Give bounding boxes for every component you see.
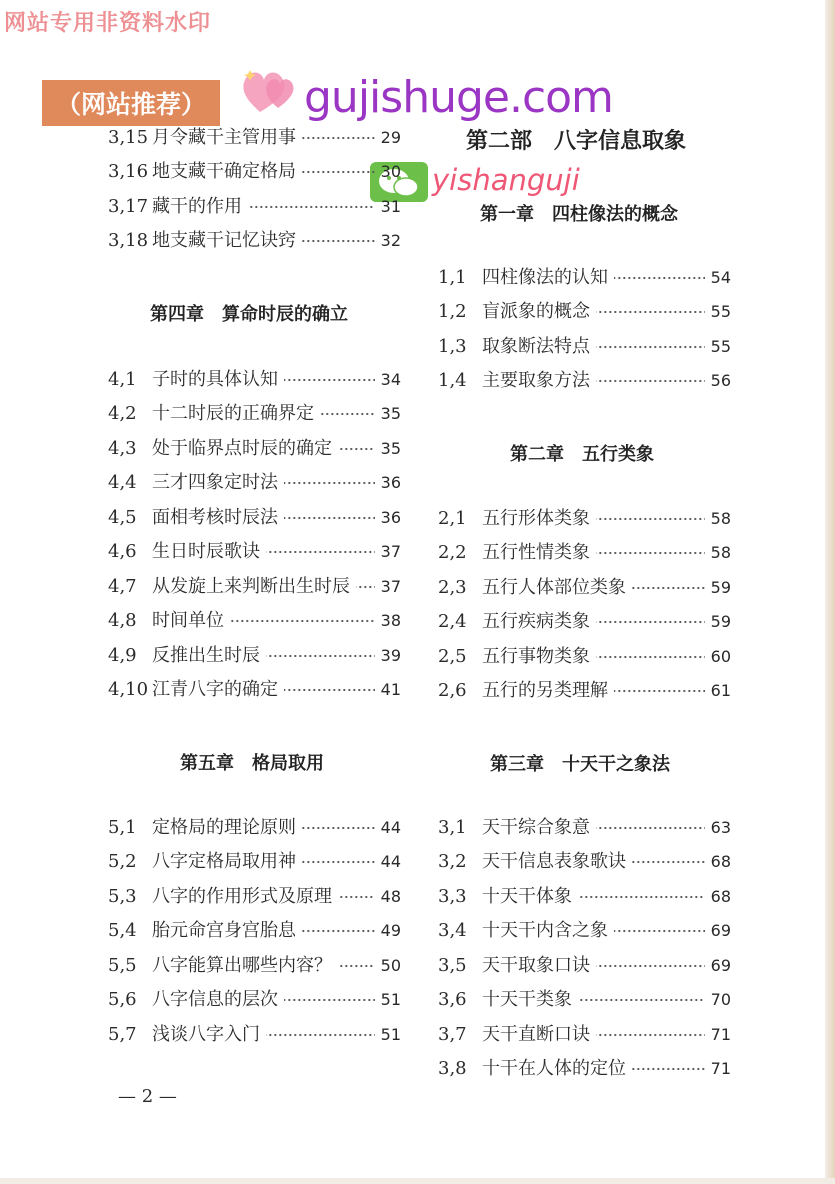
toc-entry [108,229,401,253]
toc-entry [108,402,401,426]
entry-title: 时间单位 [152,610,224,631]
entry-number: 2,5 [438,646,467,667]
toc-entry [108,954,401,978]
entry-number: 4,9 [108,645,137,666]
entry-title: 十天干内含之象 [482,920,608,941]
toc-entry [108,609,401,633]
entry-number: 4,4 [108,472,137,493]
entry-title: 生日时辰歌诀 [152,541,260,562]
entry-title: 月令藏干主管用事 [152,127,296,148]
entry-number: 5,6 [108,989,137,1010]
entry-number: 4,5 [108,507,137,528]
entry-number: 1,1 [438,267,467,288]
entry-title: 天干信息表象歌诀 [482,851,626,872]
entry-title: 五行形体类象 [482,508,590,529]
entry-page: 34 [380,370,401,389]
entry-title: 盲派象的概念 [482,301,590,322]
toc-entry [108,437,401,461]
toc-entry [108,644,401,668]
entry-title: 江青八字的确定 [152,679,278,700]
entry-title: 处于临界点时辰的确定 [152,438,332,459]
dot-leader [578,893,705,901]
recommend-badge: （网站推荐） [42,80,220,126]
entry-number: 3,5 [438,955,467,976]
chapter-title: 第五章 格局取用 [180,753,324,774]
dot-leader [338,893,375,901]
entry-number: 4,1 [108,369,137,390]
entry-page: 44 [380,818,401,837]
dot-leader [596,1031,705,1039]
page-edge [825,0,835,1184]
dot-leader [596,377,705,385]
dot-leader [596,653,705,661]
entry-number: 5,7 [108,1024,137,1045]
dot-leader [284,996,375,1004]
entry-number: 2,1 [438,508,467,529]
watermark-text: 网站专用非资料水印 [4,11,212,36]
toc-entry [108,368,401,392]
entry-title: 面相考核时辰法 [152,507,278,528]
entry-title: 五行的另类理解 [482,680,608,701]
toc-entry [438,1023,731,1047]
entry-number: 3,6 [438,989,467,1010]
entry-page: 35 [380,404,401,423]
toc-entry [108,678,401,702]
entry-page: 44 [380,852,401,871]
page-number: — 2 — [118,1086,177,1107]
entry-title: 三才四象定时法 [152,472,278,493]
entry-number: 1,4 [438,370,467,391]
entry-page: 37 [380,542,401,561]
entry-number: 3,17 [108,196,149,217]
dot-leader [266,652,375,660]
entry-title: 十天干类象 [482,989,572,1010]
dot-leader [578,996,705,1004]
toc-entry [438,885,731,909]
dot-leader [302,927,375,935]
entry-page: 69 [710,956,731,975]
entry-title: 天干直断口诀 [482,1024,590,1045]
entry-number: 4,3 [108,438,137,459]
entry-number: 2,6 [438,680,467,701]
dot-leader [596,308,705,316]
entry-title: 五行事物类象 [482,646,590,667]
chapter-title: 第一章 四柱像法的概念 [480,204,678,225]
chapter-title: 第二章 五行类象 [510,444,654,465]
dot-leader [284,479,375,487]
entry-title: 八字的作用形式及原理 [152,886,332,907]
toc-entry [108,160,401,184]
entry-title: 天干取象口诀 [482,955,590,976]
entry-title: 天干综合象意 [482,817,590,838]
entry-title: 子时的具体认知 [152,369,278,390]
chapter-title: 第三章 十天干之象法 [490,754,670,775]
entry-title: 十天干体象 [482,886,572,907]
entry-title: 八字信息的层次 [152,989,278,1010]
dot-leader [596,962,705,970]
toc-entry [438,369,731,393]
entry-title: 八字定格局取用神 [152,851,296,872]
entry-page: 58 [710,543,731,562]
entry-page: 41 [380,680,401,699]
toc-entry [438,541,731,565]
toc-entry [438,988,731,1012]
toc-entry [438,266,731,290]
dot-leader [266,1031,375,1039]
entry-number: 3,4 [438,920,467,941]
dot-leader [356,583,375,591]
dot-leader [596,343,705,351]
entry-page: 51 [380,1025,401,1044]
toc-entry [108,885,401,909]
entry-title: 五行人体部位类象 [482,577,626,598]
entry-title: 主要取象方法 [482,370,590,391]
entry-page: 39 [380,646,401,665]
entry-page: 38 [380,611,401,630]
entry-number: 5,2 [108,851,137,872]
dot-leader [596,515,705,523]
entry-title: 地支藏干确定格局 [152,161,296,182]
entry-title: 地支藏干记忆诀窍 [152,230,296,251]
entry-page: 54 [710,268,731,287]
entry-title: 反推出生时辰 [152,645,260,666]
toc-entry [108,919,401,943]
toc-entry [438,645,731,669]
toc-entry [438,954,731,978]
dot-leader [596,618,705,626]
entry-number: 4,7 [108,576,137,597]
toc-entry [438,919,731,943]
dot-leader [596,549,705,557]
entry-page: 58 [710,509,731,528]
site-watermark: gujishuge.com [304,72,613,123]
entry-page: 71 [710,1025,731,1044]
entry-page: 30 [380,162,401,181]
toc-entry [108,816,401,840]
entry-page: 48 [380,887,401,906]
entry-number: 5,4 [108,920,137,941]
toc-entry [438,300,731,324]
entry-number: 4,2 [108,403,137,424]
entry-title: 浅谈八字入门 [152,1024,260,1045]
entry-title: 十干在人体的定位 [482,1058,626,1079]
toc-entry [108,1023,401,1047]
entry-number: 1,2 [438,301,467,322]
dot-leader [284,686,375,694]
dot-leader [320,410,375,418]
toc-entry [108,540,401,564]
dot-leader [632,858,705,866]
dot-leader [596,824,705,832]
toc-entry [438,816,731,840]
toc-entry [438,576,731,600]
entry-number: 3,2 [438,851,467,872]
dot-leader [302,134,375,142]
entry-page: 35 [380,439,401,458]
entry-page: 69 [710,921,731,940]
entry-title: 四柱像法的认知 [482,267,608,288]
entry-page: 61 [710,681,731,700]
entry-title: 胎元命宫身宫胎息 [152,920,296,941]
toc-entry [108,988,401,1012]
entry-number: 2,3 [438,577,467,598]
dot-leader [302,237,375,245]
toc-entry [108,126,401,150]
entry-page: 36 [380,508,401,527]
entry-title: 五行性情类象 [482,542,590,563]
dot-leader [284,376,375,384]
dot-leader [284,514,375,522]
entry-page: 71 [710,1059,731,1078]
entry-page: 49 [380,921,401,940]
dot-leader [266,548,375,556]
toc-entry [438,850,731,874]
entry-page: 29 [380,128,401,147]
entry-page: 55 [710,337,731,356]
entry-number: 4,8 [108,610,137,631]
dot-leader [614,687,705,695]
entry-page: 31 [380,197,401,216]
entry-page: 63 [710,818,731,837]
dot-leader [338,445,375,453]
entry-page: 68 [710,887,731,906]
dot-leader [248,203,375,211]
entry-title: 八字能算出哪些内容？ [152,955,332,976]
entry-number: 3,1 [438,817,467,838]
dot-leader [302,858,375,866]
entry-number: 2,2 [438,542,467,563]
dot-leader [632,1065,705,1073]
chapter-title: 第四章 算命时辰的确立 [150,304,348,325]
entry-title: 取象断法特点 [482,336,590,357]
entry-page: 55 [710,302,731,321]
entry-page: 59 [710,578,731,597]
dot-leader [230,617,375,625]
entry-number: 3,16 [108,161,149,182]
toc-entry [108,575,401,599]
page-bottom-edge [0,1178,835,1184]
toc-entry [438,610,731,634]
entry-page: 50 [380,956,401,975]
entry-title: 藏干的作用 [152,196,242,217]
entry-number: 3,7 [438,1024,467,1045]
dot-leader [302,824,375,832]
entry-page: 32 [380,231,401,250]
entry-title: 定格局的理论原则 [152,817,296,838]
entry-page: 51 [380,990,401,1009]
entry-number: 4,6 [108,541,137,562]
entry-number: 1,3 [438,336,467,357]
entry-title: 十二时辰的正确界定 [152,403,314,424]
entry-page: 68 [710,852,731,871]
entry-page: 37 [380,577,401,596]
toc-entry [108,471,401,495]
entry-number: 3,3 [438,886,467,907]
entry-number: 4,10 [108,679,149,700]
toc-entry [108,506,401,530]
hearts-icon [238,62,302,118]
entry-page: 36 [380,473,401,492]
entry-number: 3,8 [438,1058,467,1079]
part-title: 第二部 八字信息取象 [466,128,687,154]
entry-title: 五行疾病类象 [482,611,590,632]
entry-page: 60 [710,647,731,666]
entry-number: 5,3 [108,886,137,907]
toc-entry [438,507,731,531]
toc-entry [108,850,401,874]
entry-page: 70 [710,990,731,1009]
dot-leader [614,274,705,282]
entry-number: 3,15 [108,127,149,148]
dot-leader [614,927,705,935]
toc-entry [438,679,731,703]
entry-number: 5,1 [108,817,137,838]
dot-leader [302,168,375,176]
toc-entry [108,195,401,219]
entry-title: 从发旋上来判断出生时辰 [152,576,350,597]
entry-page: 56 [710,371,731,390]
entry-number: 3,18 [108,230,149,251]
toc-entry [438,335,731,359]
dot-leader [632,584,705,592]
dot-leader [338,962,375,970]
toc-entry [438,1057,731,1081]
wechat-watermark: yishanguji [432,163,580,197]
entry-number: 2,4 [438,611,467,632]
entry-page: 59 [710,612,731,631]
entry-number: 5,5 [108,955,137,976]
